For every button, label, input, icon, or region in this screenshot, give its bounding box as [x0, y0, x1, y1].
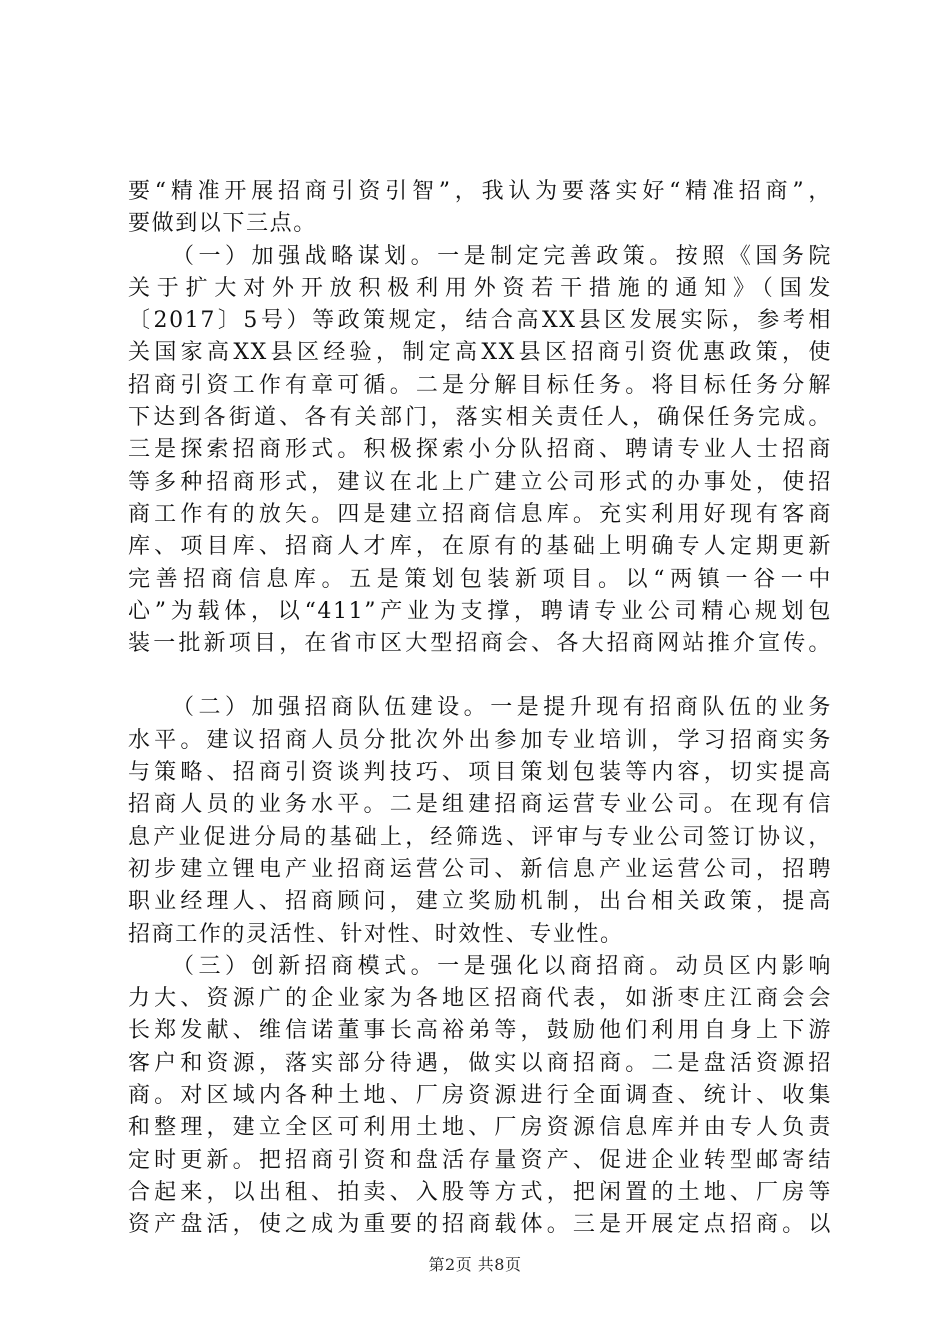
text-line: 装一批新项目，在省市区大型招商会、各大招商网站推介宣传。 [128, 631, 832, 657]
text-line: 要做到以下三点。 [128, 211, 317, 237]
text-line: 下达到各街道、各有关部门，落实相关责任人，确保任务完成。 [128, 405, 832, 431]
text-line: 商工作有的放矢。四是建立招商信息库。充实利用好现有客商 [128, 501, 832, 527]
text-line: 心”为载体，以“411”产业为支撑，聘请专业公司精心规划包 [128, 598, 832, 624]
text-line: 商。对区域内各种土地、厂房资源进行全面调查、统计、收集 [128, 1083, 832, 1109]
text-line: 息产业促进分局的基础上，经筛选、评审与专业公司签订协议， [128, 824, 832, 850]
text-line: 〔2017〕5号）等政策规定，结合高XX县区发展实际，参考相 [128, 308, 832, 334]
text-line: 招商引资工作有章可循。二是分解目标任务。将目标任务分解 [128, 372, 832, 398]
text-line: 合起来，以出租、拍卖、入股等方式，把闲置的土地、厂房等 [128, 1179, 832, 1205]
text-line: 等多种招商形式，建议在北上广建立公司形式的办事处，使招 [128, 469, 832, 495]
page-number-footer: 第2页 共8页 [428, 1255, 522, 1274]
section-heading-line: （二）加强招商队伍建设。一是提升现有招商队伍的业务 [172, 695, 832, 721]
text-line: 与策略、招商引资谈判技巧、项目策划包装等内容，切实提高 [128, 760, 832, 786]
text-line: 客户和资源，落实部分待遇，做实以商招商。二是盘活资源招 [128, 1050, 832, 1076]
text-line: 资产盘活，使之成为重要的招商载体。三是开展定点招商。以 [128, 1212, 832, 1238]
section-heading-line: （三）创新招商模式。一是强化以商招商。动员区内影响 [172, 953, 832, 979]
text-line: 三是探索招商形式。积极探索小分队招商、聘请专业人士招商 [128, 437, 832, 463]
text-line: 长郑发献、维信诺董事长高裕弟等，鼓励他们利用自身上下游 [128, 1018, 832, 1044]
text-line: 水平。建议招商人员分批次外出参加专业培训，学习招商实务 [128, 727, 832, 753]
text-line: 要“精准开展招商引资引智”，我认为要落实好“精准招商”， [128, 179, 832, 204]
text-line: 定时更新。把招商引资和盘活存量资产、促进企业转型邮寄结 [128, 1147, 832, 1173]
text-line: 和整理，建立全区可利用土地、厂房资源信息库并由专人负责 [128, 1115, 832, 1141]
text-line: 力大、资源广的企业家为各地区招商代表，如浙枣庄江商会会 [128, 986, 832, 1012]
text-line: 初步建立锂电产业招商运营公司、新信息产业运营公司，招聘 [128, 856, 832, 882]
text-line: 关于扩大对外开放积极利用外资若干措施的通知》（国发 [128, 275, 832, 301]
text-line: 库、项目库、招商人才库，在原有的基础上明确专人定期更新 [128, 534, 832, 560]
text-line: 招商工作的灵活性、针对性、时效性、专业性。 [128, 921, 624, 947]
document-body [128, 176, 832, 1242]
text-line: 关国家高XX县区经验，制定高XX县区招商引资优惠政策，使 [128, 340, 832, 366]
text-line: 招商人员的业务水平。二是组建招商运营专业公司。在现有信 [128, 792, 832, 818]
text-line: 职业经理人、招商顾问，建立奖励机制，出台相关政策，提高 [128, 889, 832, 915]
text-line: 完善招商信息库。五是策划包装新项目。以“两镇一谷一中 [128, 566, 832, 592]
paragraph-gap [128, 660, 832, 692]
section-heading-line: （一）加强战略谋划。一是制定完善政策。按照《国务院 [172, 243, 832, 269]
